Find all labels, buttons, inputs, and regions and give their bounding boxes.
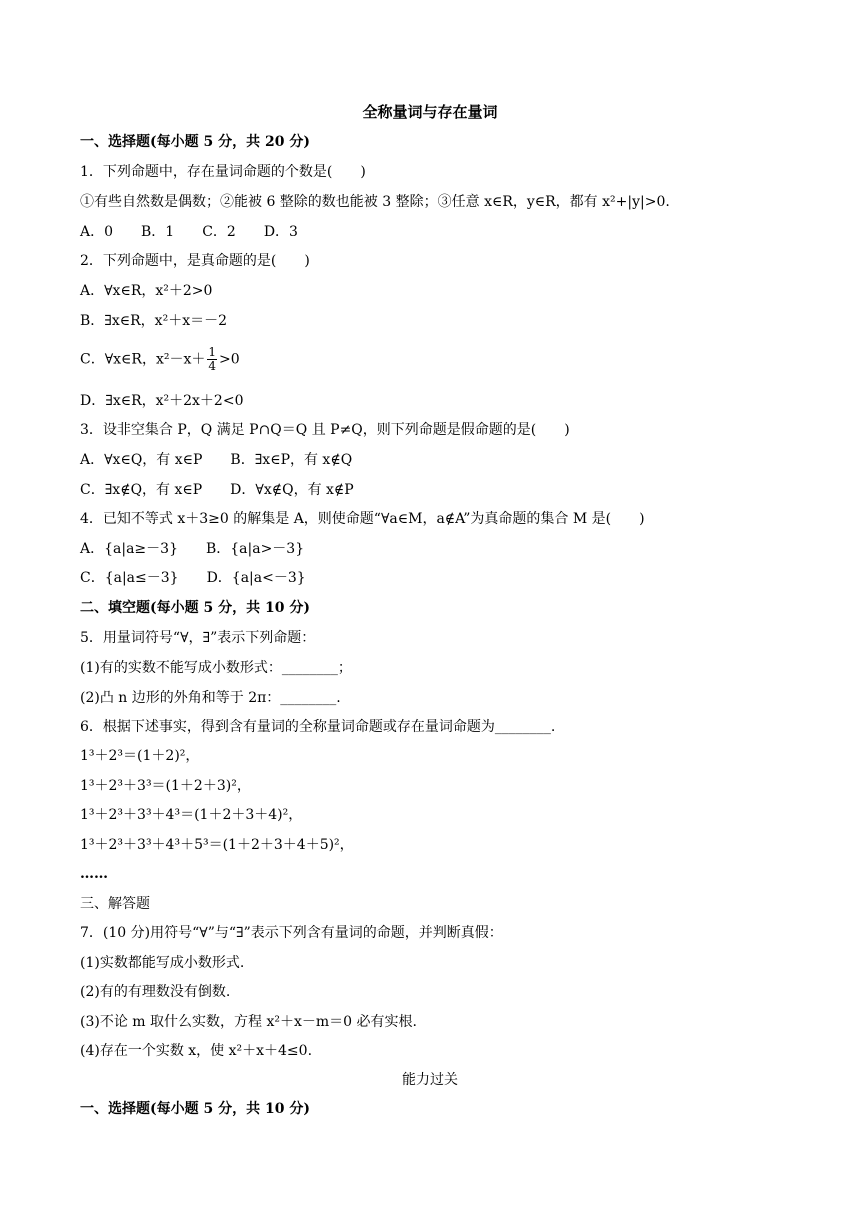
section-heading-choice-2: 一、选择题(每小题 5 分，共 10 分) (80, 1101, 310, 1117)
page-title: 全称量词与存在量词 (362, 103, 498, 121)
section-heading-answer: 三、解答题 (80, 896, 150, 912)
q7-part-3: (3)不论 m 取什么实数，方程 x²＋x－m＝0 必有实根. (80, 1014, 417, 1030)
q1-content: ①有些自然数是偶数；②能被 6 整除的数也能被 3 整除；③任意 x∈R，y∈R，都有 x²+|y|>0. (80, 194, 670, 210)
q1-options: A．0 B．1 C．2 D．3 (80, 224, 298, 240)
q2-option-a: A．∀x∈R，x²＋2>0 (80, 283, 213, 299)
q7-stem: 7．(10 分)用符号“∀”与“∃”表示下列含有量词的命题，并判断真假： (80, 925, 503, 941)
fraction-denominator: 4 (208, 359, 217, 373)
q4-stem: 4．已知不等式 x＋3≥0 的解集是 A，则使命题“∀a∈M，a∉A”为真命题的集合 M 是( ) (80, 511, 645, 527)
q3-options-cd: C．∃x∉Q，有 x∈P D．∀x∉Q，有 x∉P (80, 482, 354, 498)
q7-part-1: (1)实数都能写成小数形式. (80, 955, 245, 971)
q3-options-ab: A．∀x∈Q，有 x∈P B．∃x∈P，有 x∉Q (80, 452, 353, 468)
q6-fact-2: 1³＋2³＋3³＝(1＋2＋3)²， (80, 778, 251, 794)
q2-option-c-tail: >0 (219, 351, 240, 368)
q6-ellipsis: …… (80, 866, 108, 882)
q2-option-c-text: C．∀x∈R，x²－x＋ (80, 351, 206, 368)
q6-fact-4: 1³＋2³＋3³＋4³＋5³＝(1＋2＋3＋4＋5)²， (80, 837, 354, 853)
q4-options-cd: C．{a|a≤－3} D．{a|a<－3} (80, 570, 306, 586)
q4-options-ab: A．{a|a≥－3} B．{a|a>－3} (80, 541, 305, 557)
q2-option-d: D．∃x∈R，x²＋2x＋2<0 (80, 393, 244, 409)
q5-part-1: (1)有的实数不能写成小数形式：________； (80, 660, 352, 676)
q2-stem: 2．下列命题中，是真命题的是( ) (80, 253, 310, 269)
q3-stem: 3．设非空集合 P，Q 满足 P∩Q＝Q 且 P≠Q，则下列命题是假命题的是( ) (80, 422, 570, 438)
fraction-one-quarter (207, 346, 217, 373)
q1-stem: 1．下列命题中，存在量词命题的个数是( ) (80, 164, 366, 180)
q2-option-b: B．∃x∈R，x²＋x＝－2 (80, 313, 227, 329)
section-heading-fill: 二、填空题(每小题 5 分，共 10 分) (80, 600, 310, 616)
section-heading-ability: 能力过关 (402, 1072, 458, 1088)
q6-fact-3: 1³＋2³＋3³＋4³＝(1＋2＋3＋4)²， (80, 807, 303, 823)
q6-fact-1: 1³＋2³＝(1＋2)²， (80, 748, 200, 764)
q6-stem: 6．根据下述事实，得到含有量词的全称量词命题或存在量词命题为________. (80, 719, 556, 735)
q7-part-4: (4)存在一个实数 x，使 x²＋x＋4≤0. (80, 1043, 313, 1059)
q5-stem: 5．用量词符号“∀，∃”表示下列命题： (80, 630, 316, 646)
fraction-numerator: 1 (208, 345, 217, 359)
section-heading-choice: 一、选择题(每小题 5 分，共 20 分) (80, 134, 310, 150)
q2-option-c (80, 346, 240, 373)
q7-part-2: (2)有的有理数没有倒数. (80, 984, 231, 1000)
q5-part-2: (2)凸 n 边形的外角和等于 2π：________. (80, 690, 341, 706)
